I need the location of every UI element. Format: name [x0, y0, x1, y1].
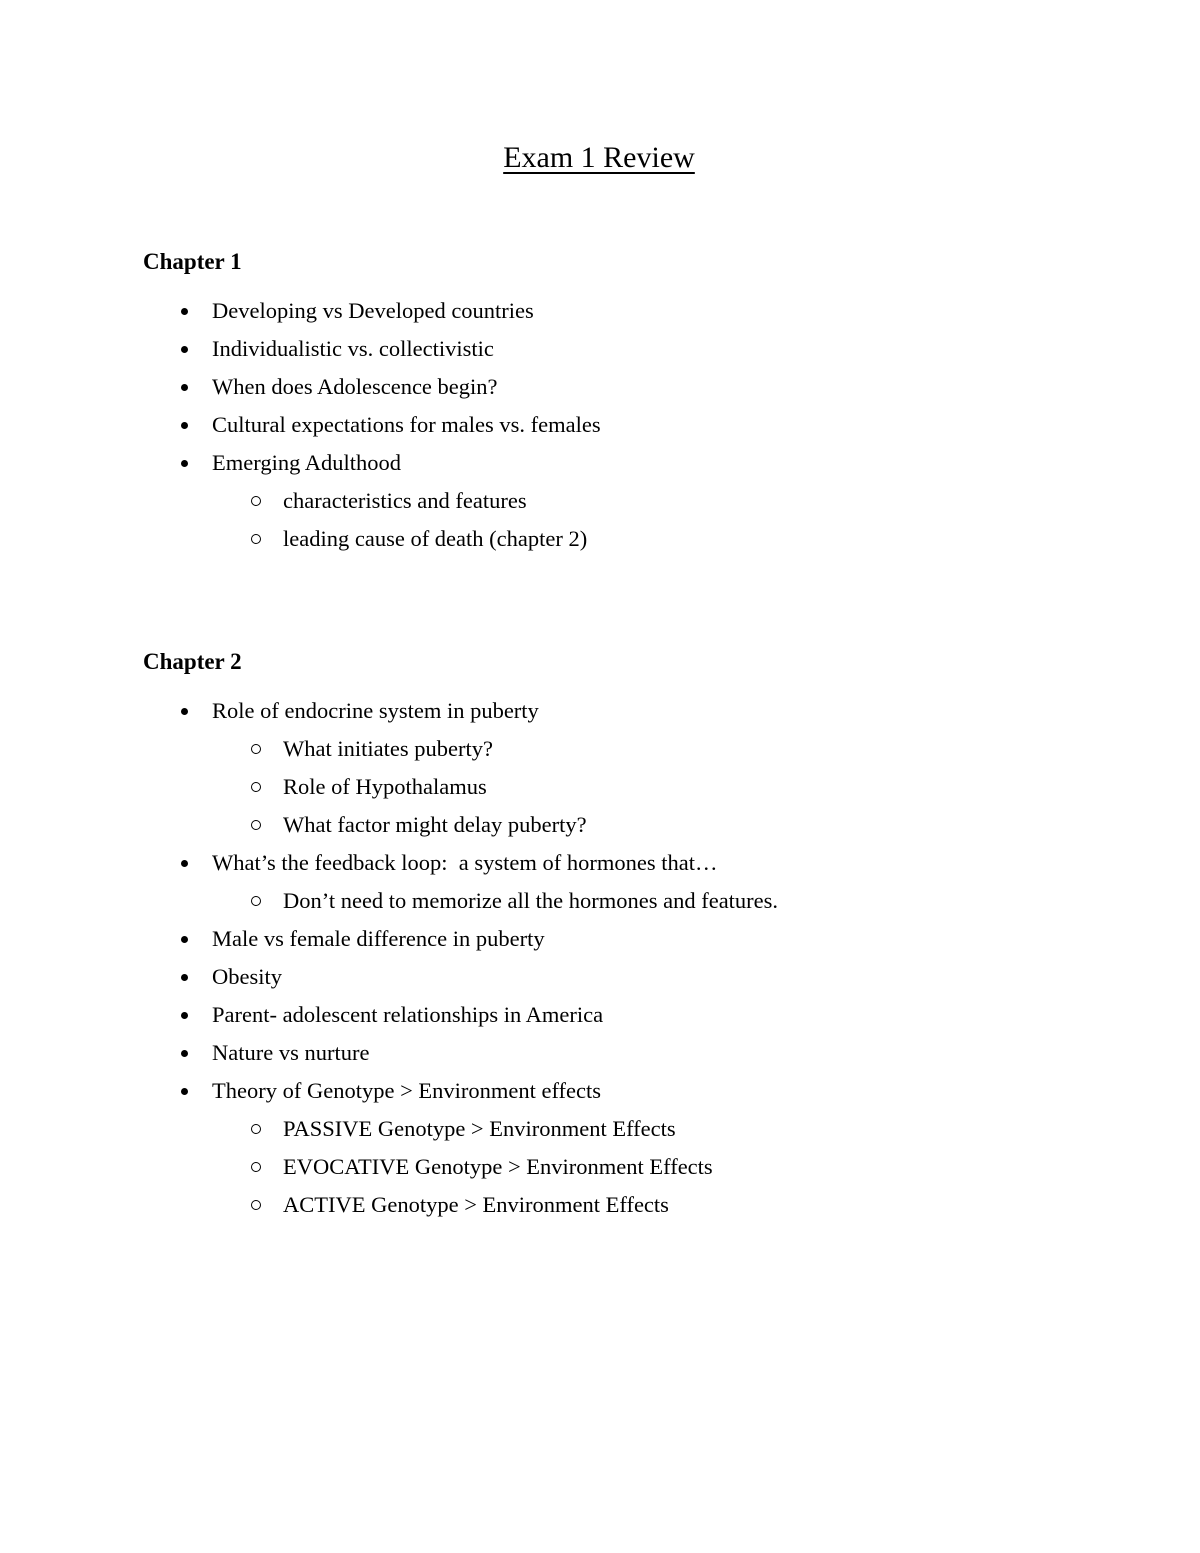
document-title — [143, 0, 1055, 175]
list-item-text: Role of Hypothalamus — [283, 774, 487, 799]
list-item-text: Parent- adolescent relationships in America — [212, 1002, 604, 1027]
bullet-icon — [181, 974, 188, 981]
list-item-text: characteristics and features — [283, 488, 527, 513]
section-heading-chapter-1: Chapter 1 — [143, 249, 242, 274]
list-item — [143, 292, 1055, 330]
list-item-text: When does Adolescence begin? — [212, 374, 498, 399]
bullet-icon — [181, 860, 188, 867]
list-item — [143, 1034, 1055, 1072]
circle-icon — [251, 820, 261, 830]
bullet-icon — [181, 346, 188, 353]
list-item — [143, 768, 1055, 806]
list-item — [143, 806, 1055, 844]
circle-icon — [251, 896, 261, 906]
bullet-icon — [181, 1088, 188, 1095]
list-item-text: Role of endocrine system in puberty — [212, 698, 539, 723]
list-item — [143, 1148, 1055, 1186]
list-item — [143, 958, 1055, 996]
circle-icon — [251, 1124, 261, 1134]
bullet-icon — [181, 1012, 188, 1019]
circle-icon — [251, 1200, 261, 1210]
list-item — [143, 844, 1055, 882]
list-item — [143, 368, 1055, 406]
list-item — [143, 1110, 1055, 1148]
list-item-text: ACTIVE Genotype > Environment Effects — [283, 1192, 669, 1217]
circle-icon — [251, 534, 261, 544]
bullet-icon — [181, 422, 188, 429]
list-item-text: leading cause of death (chapter 2) — [283, 526, 588, 551]
section-heading-chapter-2: Chapter 2 — [143, 649, 242, 674]
list-item-text: Cultural expectations for males vs. females — [212, 412, 601, 437]
list-item — [143, 920, 1055, 958]
list-item-text: Obesity — [212, 964, 282, 989]
list-item-text: Individualistic vs. collectivistic — [212, 336, 494, 361]
circle-icon — [251, 782, 261, 792]
list-item — [143, 996, 1055, 1034]
list-item-text: What’s the feedback loop: a system of hormones that… — [212, 850, 718, 875]
list-item-text: EVOCATIVE Genotype > Environment Effects — [283, 1154, 713, 1179]
list-item — [143, 1072, 1055, 1110]
chapter-2-list — [143, 692, 1055, 1224]
bullet-icon — [181, 936, 188, 943]
list-item-text: Emerging Adulthood — [212, 450, 401, 475]
list-item — [143, 692, 1055, 730]
list-item — [143, 1186, 1055, 1224]
list-item — [143, 730, 1055, 768]
list-item — [143, 882, 1055, 920]
chapter-1-list — [143, 292, 1055, 558]
circle-icon — [251, 1162, 261, 1172]
bullet-icon — [181, 460, 188, 467]
list-item-text: What initiates puberty? — [283, 736, 493, 761]
bullet-icon — [181, 1050, 188, 1057]
bullet-icon — [181, 708, 188, 715]
list-item-text: PASSIVE Genotype > Environment Effects — [283, 1116, 676, 1141]
bullet-icon — [181, 308, 188, 315]
circle-icon — [251, 496, 261, 506]
list-item-text: Theory of Genotype > Environment effects — [212, 1078, 602, 1103]
list-item — [143, 444, 1055, 482]
list-item-text: Male vs female difference in puberty — [212, 926, 545, 951]
list-item — [143, 330, 1055, 368]
list-item-text: What factor might delay puberty? — [283, 812, 587, 837]
bullet-icon — [181, 384, 188, 391]
list-item — [143, 482, 1055, 520]
list-item-text: Don’t need to memorize all the hormones and features. — [283, 888, 779, 913]
list-item-text: Developing vs Developed countries — [212, 298, 534, 323]
list-item — [143, 406, 1055, 444]
document-title-text: Exam 1 Review — [503, 141, 695, 174]
list-item-text: Nature vs nurture — [212, 1040, 370, 1065]
list-item — [143, 520, 1055, 558]
circle-icon — [251, 744, 261, 754]
